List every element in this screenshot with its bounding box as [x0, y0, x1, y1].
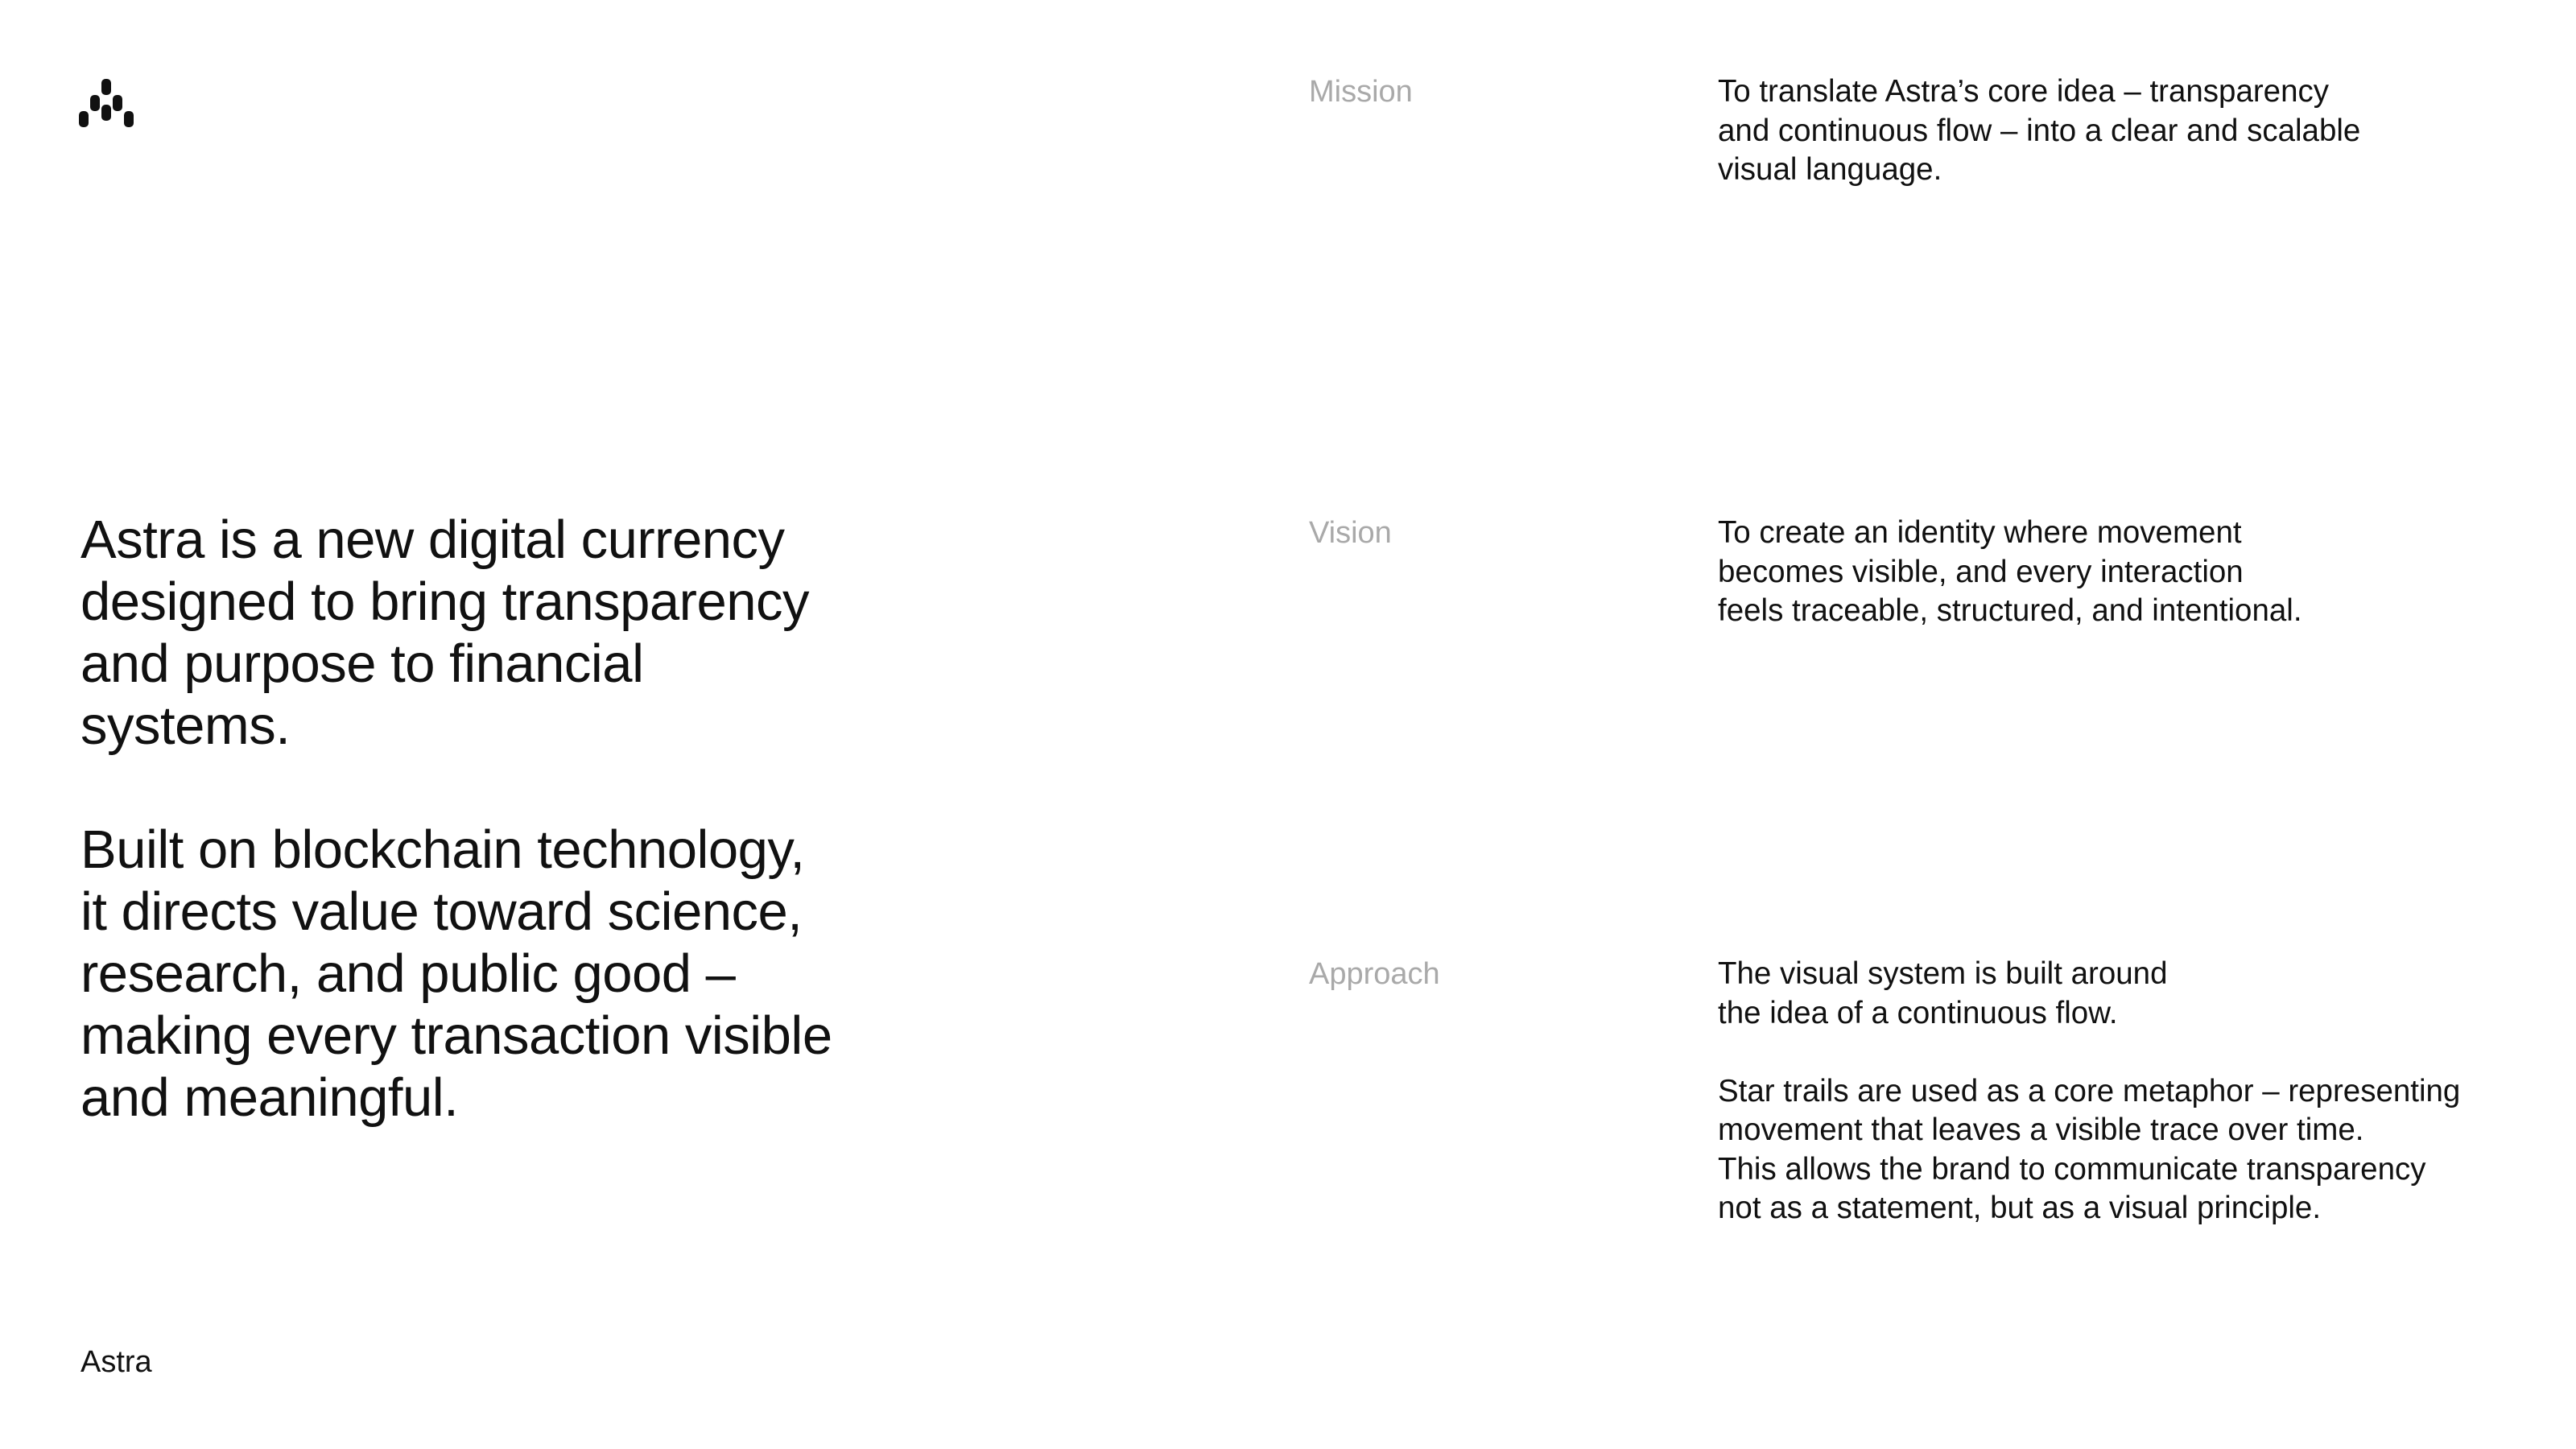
intro-paragraph-1: Astra is a new digital currency designed to bring transparency and purpose to financial systems.	[80, 510, 809, 756]
vision-text: To create an identity where movement becomes visible, and every interaction feels traceable, structured, and intentional.	[1718, 515, 2302, 628]
footer-brand-name: Astra	[80, 1345, 152, 1379]
approach-label: Approach	[1309, 957, 1440, 991]
intro-text	[80, 509, 902, 1129]
approach-body	[1718, 955, 2539, 1228]
vision-body	[1718, 514, 2539, 631]
mission-text: To translate Astra’s core idea – transparency and continuous flow – into a clear and scalable visual language.	[1718, 74, 2361, 187]
approach-text-1: The visual system is built around the idea of a continuous flow.	[1718, 956, 2168, 1030]
intro-paragraph-2: Built on blockchain technology, it directs value toward science, research, and public good – making every transaction visible and meaningful.	[80, 819, 832, 1128]
mission-label: Mission	[1309, 75, 1413, 109]
astra-logo-icon	[79, 79, 134, 127]
vision-label: Vision	[1309, 516, 1392, 550]
approach-text-2: Star trails are used as a core metaphor – representing movement that leaves a visible trace over time. This allows the brand to communicate transparency not as a statement, but as a visual principle.	[1718, 1073, 2461, 1225]
mission-body	[1718, 72, 2539, 190]
